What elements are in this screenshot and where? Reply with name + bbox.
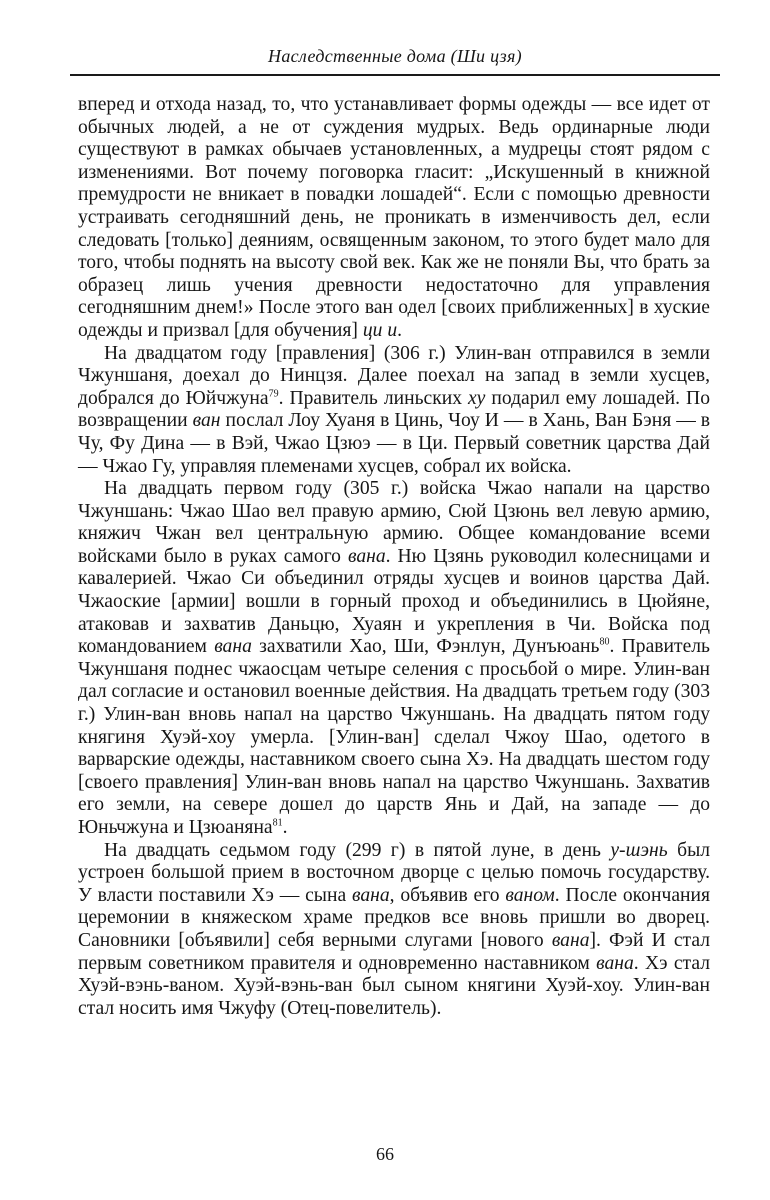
text-run: .	[397, 319, 403, 341]
paragraph-1	[78, 94, 710, 343]
footnote-ref: 81	[272, 817, 283, 829]
text-run: На двадцать первом году (305 г.) войска Чжао напали на царство Чжуншань: Чжао Шао вел правую армию, Сюй Цзюнь вел левую армию, княжич Чжан вел центральную армию. Общее командование всеми войсками было в руках самого	[78, 478, 710, 567]
italic-term: вана	[351, 884, 390, 906]
footnote-ref: 80	[599, 636, 610, 648]
text-run: послал Лоу Хуаня в Цинь, Чоу И — в Хань, Ван Бэня — в Чу, Фу Дина — в Вэй, Чжао Цзюэ — в Ци. Первый советник царства Дай — Чжао Гу, управляя племенами хусцев, собрал их войска.	[78, 410, 711, 477]
page-number: 66	[376, 1144, 394, 1164]
italic-term: вана	[551, 929, 590, 951]
text-run: был устроен большой прием в восточном дворце с целью помочь государству. У власти поставили Хэ — сына	[78, 839, 711, 906]
italic-term: ци и	[362, 319, 398, 341]
text-run: подарил ему лошадей. По возвращении	[78, 387, 710, 432]
italic-term: вана	[347, 545, 386, 567]
italic-term: вана	[596, 952, 634, 974]
text-run: , объявив его	[389, 884, 506, 906]
italic-term: ван	[192, 410, 221, 432]
paragraph-3	[78, 478, 710, 840]
italic-term: ху	[467, 387, 486, 409]
text-run: . Хэ стал Хуэй-вэнь-ваном. Хуэй-вэнь-ван был сыном княгини Хуэй-хоу. Улин-ван стал носить имя Чжуфу (Отец-повелитель).	[78, 952, 711, 1019]
text-run: На двадцать седьмом году (299 г) в пятой луне, в день	[104, 839, 611, 861]
text-run: . Правитель линьских	[278, 387, 468, 409]
text-run: захватили Хао, Ши, Фэнлун, Дунъюань	[251, 636, 600, 658]
text-run: На двадцатом году [правления] (306 г.) Улин-ван отправился в земли Чжуншаня, доехал до Нинцзя. Далее поехал на запад в земли хусцев, добрался до Юйчжуна	[78, 342, 710, 409]
paragraph-4	[78, 840, 710, 1021]
text-run: . Ню Цзянь руководил колесницами и кавалерией. Чжао Си объединил отряды хусцев и воинов царства Дай. Чжаоские [армии] вошли в горный проход и объединились в Цюйяне, атаковав и захватив Даньцю, Хуаян и укрепления в Чи. Войска под командованием	[78, 545, 710, 658]
italic-term: у-шэнь	[610, 839, 668, 861]
running-head: Наследственные дома (Ши цзя)	[268, 46, 522, 66]
header-rule	[70, 74, 720, 76]
body-text	[78, 94, 710, 1020]
footnote-ref: 79	[268, 388, 279, 400]
text-run: вперед и отхода назад, то, что устанавливает формы одежды — все идет от обычных людей, а не от суждения мудрых. Ведь ординарные люди существуют в рамках обычаев установленных, а мудрецы стоят рядом с изменениями. Вот почему поговорка гласит: „Искушенный в книжной премудрости не вникает в повадки лошадей“. Если с помощью древности устраивать сегодняшний день, не проникать в изменчивость дел, если следовать [только] деяниям, освященным законом, то этого будет мало для того, чтобы поднять на высоту свой век. Как же не поняли Вы, что брать за образец лишь учения древности недостаточно для управления сегодняшним днем!» После этого ван одел [своих приближенных] в хуские одежды и призвал [для обучения]	[78, 94, 710, 341]
paragraph-2	[78, 343, 710, 479]
text-run: .	[282, 817, 288, 838]
italic-term: вана	[214, 636, 252, 658]
text-run: ]. Фэй И стал первым советником правителя и одновременно наставником	[78, 929, 710, 974]
italic-term: ваном	[505, 884, 555, 906]
text-run: . После окончания церемонии в княжеском храме предков все вновь пришли во дворец. Сановники [объявили] себя верными слугами [нового	[78, 884, 711, 951]
text-run: . Правитель Чжуншаня поднес чжаосцам четыре селения с просьбой о мире. Улин-ван дал согласие и остановил военные действия. На двадцать третьем году (303 г.) Улин-ван вновь напал на царство Чжуншань. На двадцать пятом году княгиня Хуэй-хоу умерла. [Улин-ван] сделал Чжоу Шао, одетого в варварские одежды, наставником своего сына Хэ. На двадцать шестом году [своего правления] Улин-ван вновь напал на царство Чжуншань. Захватив его земли, на севере дошел до царств Янь и Дай, на западе — до Юньчжуна и Цзюаняна	[78, 636, 710, 838]
